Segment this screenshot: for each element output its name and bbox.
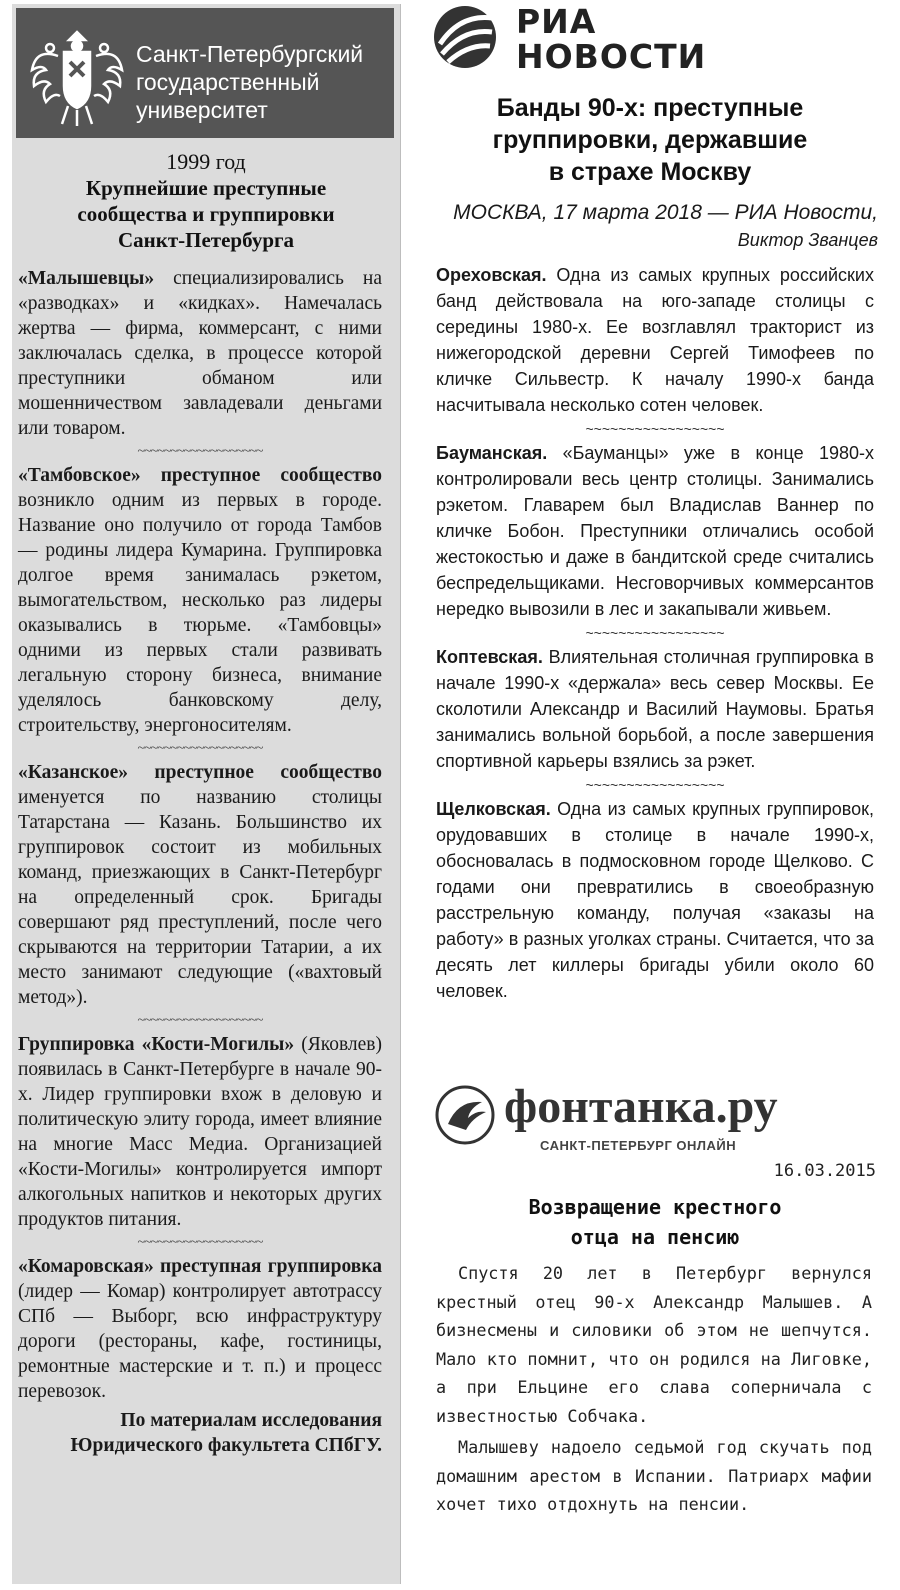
paragraph: [436, 796, 874, 1004]
paragraph-text: возникло одним из первых в городе. Название оно получило от города Тамбов — родины лидера Кумарина. Группировка долгое время занималась рэкетом, вымогательством, несколько раз лидеры оказывались в тюрьме. «Тамбовцы» одними из первых стали развивать легальную сторону бизнеса, внимание уделялось банковскому делу, строительству, энергоносителям.: [18, 490, 382, 736]
paragraph-text: специализировались на «разводках» и «кидках». Намечалась жертва — фирма, коммерсант, с ними заключалась сделка, в процессе которой преступники обманом или мошенничеством завладевали деньгами или товаром.: [18, 268, 382, 439]
paragraph-text: Одна из самых крупных российских банд действовала на юго-западе столицы с середины 1980-х. Ее возглавлял тракторист из нижегородской деревни Сергей Тимофеев по кличке Сильвестр. К началу 1990-х банда насчитывала несколько сотен человек.: [436, 265, 874, 415]
separator: ~~~~~~~~~~~~~~~~~~~: [137, 444, 263, 459]
spbu-logo-block: [16, 8, 394, 138]
paragraph: [18, 463, 382, 738]
paragraph-text: именуется по названию столицы Татарстана — Казань. Большинство их группировок состоит из мобильных команд, приезжающих в Санкт-Петербург на определенный срок. Бригады совершают ряд преступлений, после чего скрываются на территории Татарии, а их место занимают следующие («вахтовый метод»).: [18, 787, 382, 1008]
university-name-line: государственный: [136, 69, 320, 95]
university-name: [136, 40, 394, 124]
gang-name: Щелковская.: [436, 799, 551, 819]
fontanka-article-title: [440, 1192, 870, 1252]
left-article-body: [18, 266, 382, 1458]
paragraph: [18, 760, 382, 1010]
left-title-line: Санкт-Петербурга: [117, 228, 295, 252]
fontanka-article-body: [436, 1259, 872, 1519]
ria-logo: [432, 4, 732, 74]
gang-name: Бауманская.: [436, 443, 548, 463]
fontanka-logo-text: фонтанка.ру: [504, 1080, 778, 1133]
source-line: По материалам исследования: [120, 1410, 382, 1431]
separator: ~~~~~~~~~~~~~~~~~: [585, 777, 725, 793]
fontanka-logo-subtitle: САНКТ-ПЕТЕРБУРГ ОНЛАЙН: [540, 1138, 737, 1153]
source-line: Юридического факультета СПбГУ.: [70, 1435, 382, 1456]
separator: ~~~~~~~~~~~~~~~~~~~: [137, 1235, 263, 1250]
paragraph: [436, 262, 874, 418]
ria-title-line: Банды 90-х: преступные: [496, 94, 804, 122]
paragraph-text: Одна из самых крупных группировок, орудовавших в столице в начале 1990-х, обосновалась в подмосковном городе Щелково. С годами они превратились в своеобразную расстрельную команду, получая «заказы на работу» в разных уголках страны. Считается, что за десять лет киллеры бригады убили около 60 человек.: [436, 799, 874, 1001]
left-column: [12, 4, 401, 1584]
paragraph-text: «Бауманцы» уже в конце 1980-х контролировали весь центр столицы. Занимались рэкетом. Главарем был Владислав Ваннер по кличке Бобон. Преступники отличались особой жестокостью и даже в бандитской среде считались беспредельщиками. Несговорчивых коммерсантов нередко вывозили в лес и закапывали живьем.: [436, 443, 874, 619]
source-credit: [18, 1408, 382, 1458]
gang-name: «Комаровская» преступная группировка: [18, 1256, 382, 1277]
separator: ~~~~~~~~~~~~~~~~~: [585, 421, 725, 437]
year-label: 1999 год: [166, 149, 246, 174]
separator: ~~~~~~~~~~~~~~~~~: [585, 625, 725, 641]
gang-name: Ореховская.: [436, 265, 547, 285]
left-title-line: Крупнейшие преступные: [85, 176, 327, 200]
spbu-emblem-icon: [28, 22, 126, 130]
ria-title-line: в страхе Москву: [548, 158, 752, 186]
ria-logo-line: НОВОСТИ: [516, 37, 707, 76]
fontanka-logo-icon: [434, 1084, 496, 1146]
paragraph-text: (Яковлев) появилась в Санкт-Петербурге в начале 90-х. Лидер группировки вхож в деловую и политическую элиту города, имеет влияние на многие Масс Медиа. Организацией «Кости-Могилы» контролируется импорт алкогольных напитков и некоторых других продуктов питания.: [18, 1034, 382, 1230]
gang-name: Коптевская.: [436, 647, 543, 667]
left-title-line: сообщества и группировки: [77, 202, 335, 226]
gang-name: «Малышевцы»: [18, 268, 155, 289]
ria-logo-text: [516, 4, 706, 74]
fontanka-title-line: Возвращение крестного: [528, 1195, 782, 1219]
ria-title-line: группировки, державшие: [492, 126, 808, 154]
separator: ~~~~~~~~~~~~~~~~~~~: [137, 741, 263, 756]
ria-article-title: [420, 92, 880, 188]
fontanka-title-line: отца на пенсию: [570, 1225, 740, 1249]
gang-name: «Казанское» преступное сообщество: [18, 762, 382, 783]
paragraph-text: Влиятельная столичная группировка в начале 1990-х «держала» весь север Москвы. Ее сколотили Александр и Василий Наумовы. Братья занимались вольной борьбой, а после завершения спортивной карьеры взялись за рэкет.: [436, 647, 874, 771]
paragraph: [18, 266, 382, 441]
fontanka-date: 16.03.2015: [773, 1161, 876, 1181]
paragraph: [436, 644, 874, 774]
separator: ~~~~~~~~~~~~~~~~~~~: [137, 1013, 263, 1028]
ria-dateline: МОСКВА, 17 марта 2018 — РИА Новости,: [453, 201, 878, 224]
ria-author: Виктор Званцев: [737, 230, 878, 250]
ria-logo-icon: [432, 4, 498, 70]
left-heading: [12, 149, 400, 253]
fontanka-logo: [434, 1080, 778, 1162]
paragraph-text: (лидер — Комар) контролирует автотрассу СПб — Выборг, всю инфраструктуру дороги (рестораны, кафе, гостиницы, ремонтные мастерские и т. п.) и процесс перевозок.: [18, 1281, 382, 1402]
paragraph: Спустя 20 лет в Петербург вернулся крестный отец 90-х Александр Малышев. А бизнесмены и силовики об этом не шепчутся. Мало кто помнит, что он родился на Лиговке, а при Ельцине его слава соперничала с известностью Собчака.: [436, 1263, 872, 1426]
ria-logo-line: РИА: [516, 2, 597, 41]
paragraph: [18, 1254, 382, 1404]
paragraph: Малышеву надоело седьмой год скучать под домашним арестом в Испании. Патриарх мафии хочет тихо отдохнуть на пенсии.: [436, 1437, 872, 1514]
paragraph: [436, 440, 874, 622]
gang-name: Группировка «Кости-Могилы»: [18, 1034, 295, 1055]
paragraph: [18, 1032, 382, 1232]
gang-name: «Тамбовское» преступное сообщество: [18, 465, 382, 486]
university-name-line: Санкт-Петербургский: [136, 41, 364, 67]
ria-article-body: [436, 262, 874, 1004]
university-name-line: университет: [136, 97, 268, 123]
